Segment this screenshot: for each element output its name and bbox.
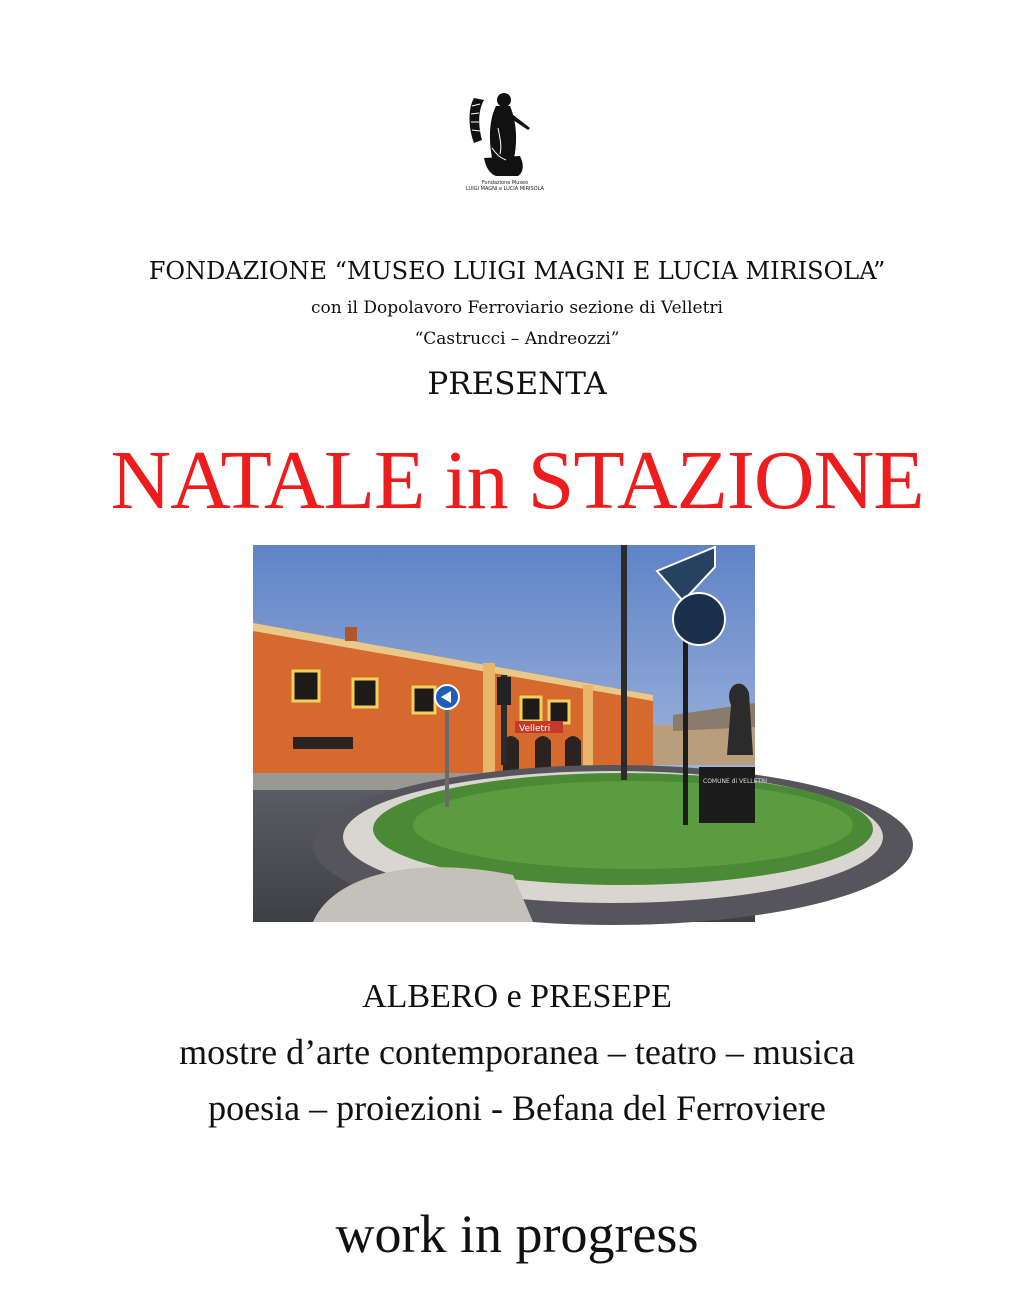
presents-label: PRESENTA bbox=[427, 366, 607, 402]
partner-names: “Castrucci – Andreozzi” bbox=[414, 329, 620, 349]
organization-name: FONDAZIONE “MUSEO LUIGI MAGNI E LUCIA MIRISOLA” bbox=[148, 257, 886, 285]
foundation-logo bbox=[466, 88, 544, 196]
logo-caption bbox=[466, 180, 544, 192]
program-line-1: ALBERO e PRESEPE bbox=[362, 978, 672, 1015]
station-sign: Velletri bbox=[519, 724, 551, 734]
logo-caption-line1: Fondazione Museo bbox=[481, 180, 529, 186]
logo-caption-line2: LUIGI MAGNI e LUCIA MIRISOLA bbox=[466, 186, 544, 192]
station-photo bbox=[253, 545, 768, 922]
work-in-progress-label: work in progress bbox=[335, 1204, 699, 1264]
program-line-2: mostre d’arte contemporanea – teatro – musica bbox=[179, 1032, 855, 1072]
angel-statue-icon bbox=[466, 88, 544, 180]
program-line-3: poesia – proiezioni - Befana del Ferroviere bbox=[208, 1088, 826, 1128]
info-board-sign: COMUNE di VELLETRI bbox=[703, 778, 768, 785]
partner-line: con il Dopolavoro Ferroviario sezione di Velletri bbox=[311, 298, 723, 318]
event-title: NATALE in STAZIONE bbox=[110, 434, 924, 527]
station-photo-illustration bbox=[253, 545, 768, 922]
